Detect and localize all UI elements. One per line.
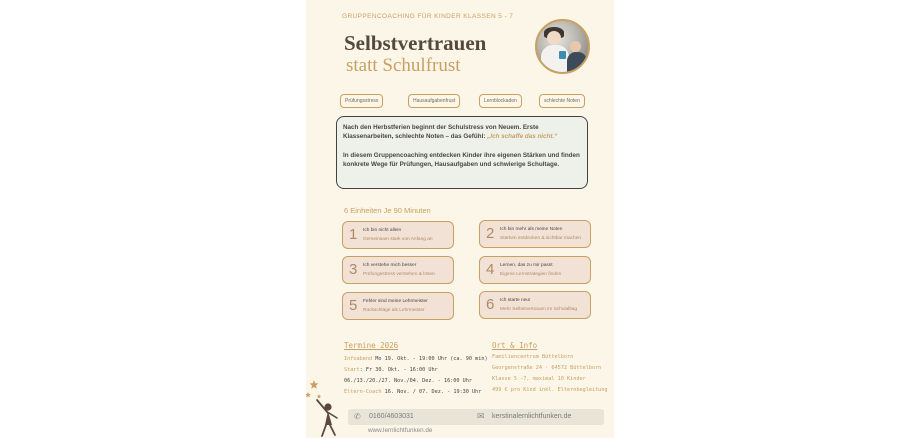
title-line-1: Selbstvertrauen: [344, 31, 487, 55]
intro-text-1: Nach den Herbstferien beginnt der Schulstress von Neuem. Erste Klassenarbeiten, schlechte Noten – das Gefühl:: [343, 124, 539, 141]
flyer: [306, 0, 614, 438]
phone-icon: ✆: [354, 412, 361, 421]
info-line-3: Klasse 5 -7, maximal 10 Kinder: [492, 376, 586, 382]
session-card-5: [342, 292, 454, 320]
session-card-6: [479, 291, 591, 319]
session-subtitle: Eigene Lernstrategien finden: [500, 272, 562, 277]
session-title: Lernen, das zu mir passt: [500, 263, 553, 268]
session-number: 3: [349, 261, 358, 278]
tag-hausaufgabenfrust: Hausaufgabenfrust: [408, 94, 460, 108]
contact-bar: [348, 409, 604, 425]
info-line-1: Familiencentrum Büttelborn: [492, 354, 574, 360]
mail-icon: ✉: [477, 411, 485, 421]
email-address[interactable]: kerstinalernlichtfunken.de: [492, 413, 572, 420]
info-line-2: Georgenstraße 24 · 64572 Büttelborn: [492, 365, 602, 371]
session-card-4: [479, 256, 591, 284]
termine-line-4: Eltern-Coach 16. Nov. / 07. Dez. - 19:30 Uhr: [344, 389, 482, 395]
session-number: 2: [486, 225, 495, 242]
session-subtitle: Stärken entdecken & sichtbar machen: [500, 236, 582, 241]
termine-line-1: Infoabend Mo 19. Okt. - 19:00 Uhr (ca. 90 min): [344, 356, 488, 362]
termine-line-2: Start: Fr 30. Okt. - 16:00 Uhr: [344, 367, 438, 373]
topic-tags: [340, 94, 586, 108]
kicker: GRUPPENCOACHING FÜR KINDER KLASSEN 5 - 7: [342, 13, 514, 20]
session-title: Ich bin mehr als meine Noten: [500, 227, 563, 232]
intro-text-2: In diesem Gruppencoaching entdecken Kinder ihre eigenen Stärken und finden konkrete Wege für Prüfungen, Hausaufgaben und schwierige Schultage.: [343, 151, 580, 169]
session-number: 5: [349, 297, 358, 314]
session-card-1: [342, 221, 454, 249]
website-link[interactable]: www.lernlichtfunken.de: [368, 427, 433, 434]
tag-schlechte-noten: schlechte Noten: [539, 94, 585, 108]
info-line-4: 499 € pro Kind inkl. Elternbegleitung: [492, 387, 608, 393]
session-title: Ich verstehe mich besser: [363, 263, 417, 268]
intro-quote: „Ich schaffe das nicht.“: [487, 133, 558, 141]
title-line-2: statt Schulfrust: [346, 55, 461, 76]
session-card-3: [342, 256, 454, 284]
tag-lernblockaden: Lernblockaden: [479, 94, 522, 108]
termine-line-3: 06./13./20./27. Nov./04. Dez. - 16:00 Uhr: [344, 378, 473, 384]
session-number: 6: [486, 296, 495, 313]
session-title: Ich starte neu!: [500, 298, 531, 303]
termine-title: Termine 2026: [344, 341, 399, 350]
intro-box: [336, 116, 588, 189]
session-number: 4: [486, 261, 495, 278]
child-with-stars-illustration: [306, 380, 350, 438]
session-subtitle: Prüfungsstress verstehen & lösen: [363, 272, 435, 277]
session-title: Ich bin nicht allein: [363, 228, 402, 233]
coach-photo: [535, 19, 590, 74]
session-subtitle: Gemeinsam stark von Anfang an: [363, 237, 433, 242]
session-subtitle: Mehr Selbstvertrauen im Schulalltag: [500, 307, 578, 312]
tag-pruefungsstress: Prüfungsstress: [340, 94, 383, 108]
session-subtitle: Rückschläge als Lehrmeister: [363, 308, 425, 313]
session-number: 1: [349, 226, 358, 243]
info-title: Ort & Info: [492, 341, 538, 350]
session-card-2: [479, 220, 591, 248]
sessions-label: 6 Einheiten Je 90 Minuten: [344, 206, 431, 215]
session-title: Fehler sind meine Lehrmeister: [363, 299, 428, 304]
phone-number[interactable]: 0160/4603031: [369, 413, 414, 420]
